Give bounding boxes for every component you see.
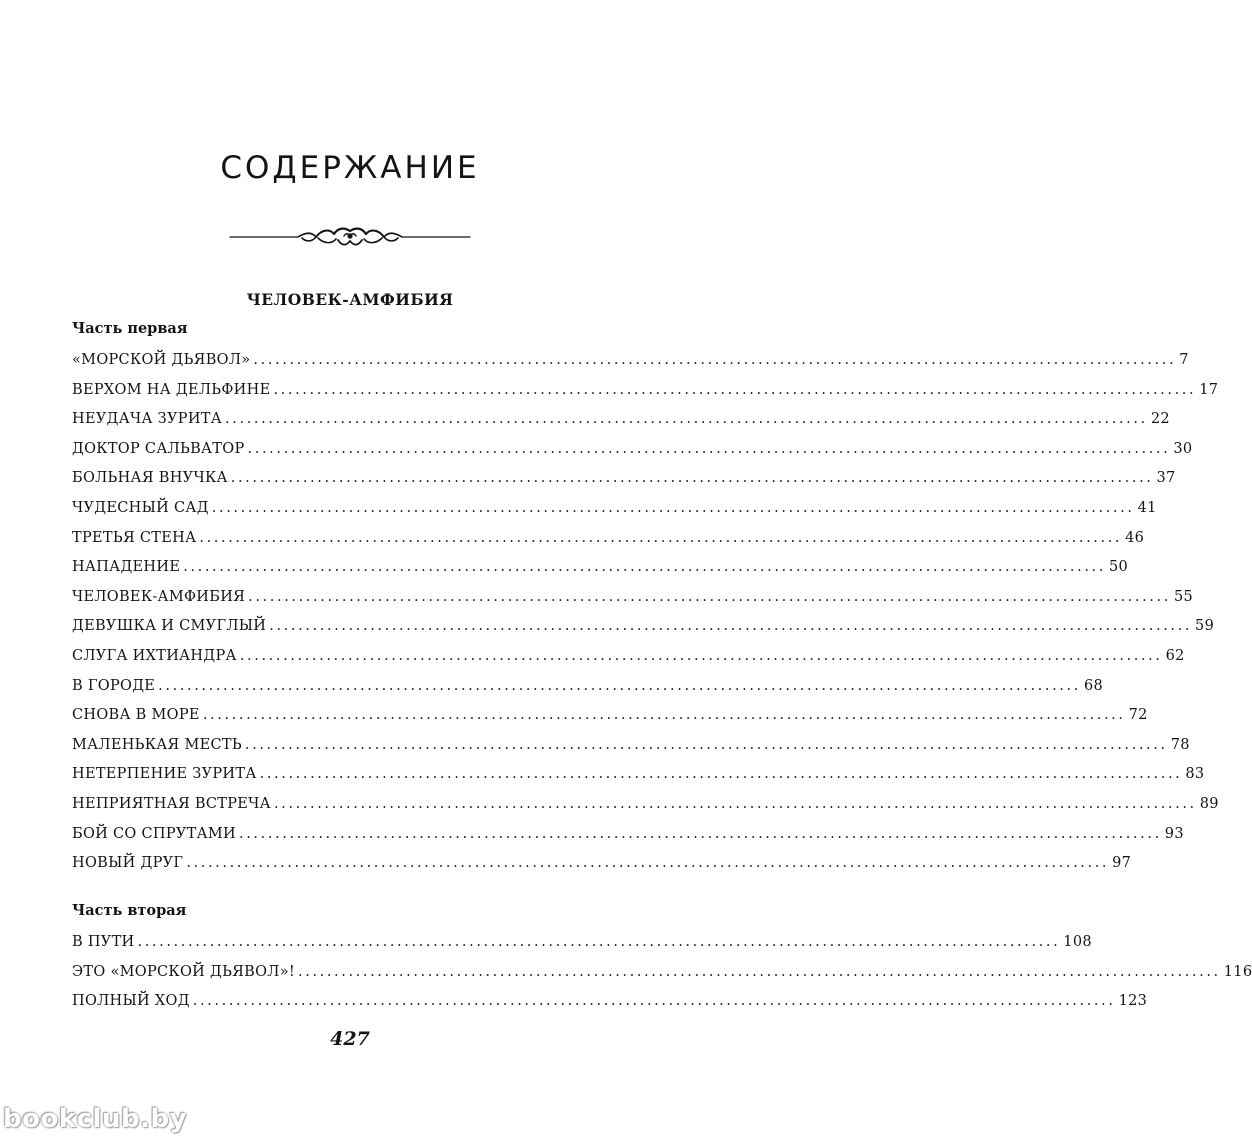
leader-dots: ................................................................................................................................ [247, 441, 1171, 457]
toc-entry-title: МАЛЕНЬКАЯ МЕСТЬ [72, 737, 242, 753]
toc-entry [72, 530, 1145, 554]
toc-entry [72, 993, 1148, 1017]
toc-entry [72, 500, 1157, 524]
toc-entry-title: ЧЕЛОВЕК-АМФИБИЯ [72, 589, 246, 605]
toc-entry-title: «МОРСКОЙ ДЬЯВОЛ» [72, 352, 251, 368]
toc-entry [72, 382, 1219, 406]
toc-entry [72, 441, 1193, 465]
toc-entry [72, 352, 1189, 376]
toc-entry [72, 470, 1176, 494]
toc-entry [72, 796, 1219, 820]
toc-entry-title: ДЕВУШКА И СМУГЛЫЙ [72, 618, 267, 634]
contents-heading: СОДЕРЖАНИЕ [220, 150, 480, 186]
leader-dots: ................................................................................................................................ [273, 382, 1197, 398]
leader-dots: ................................................................................................................................ [253, 352, 1177, 368]
leader-dots: ................................................................................................................................ [186, 855, 1110, 871]
toc-entry-page: 62 [1165, 648, 1185, 664]
toc-entry-title: БОЙ СО СПРУТАМИ [72, 826, 237, 842]
toc-entry [72, 678, 1104, 702]
part-two-label: Часть вторая [72, 902, 187, 919]
toc-entry [72, 737, 1190, 761]
toc-entry-page: 89 [1199, 796, 1219, 812]
toc-entry [72, 826, 1184, 850]
leader-dots: ................................................................................................................................ [239, 648, 1163, 664]
toc-entry-title: НЕУДАЧА ЗУРИТА [72, 411, 223, 427]
toc-entry-title: ВЕРХОМ НА ДЕЛЬФИНЕ [72, 382, 271, 398]
leader-dots: ................................................................................................................................ [259, 766, 1183, 782]
leader-dots: ................................................................................................................................ [158, 678, 1081, 694]
toc-entry-title: СНОВА В МОРЕ [72, 707, 200, 723]
toc-entry-page: 55 [1173, 589, 1194, 605]
toc-entry-page: 30 [1173, 441, 1193, 457]
toc-entry-page: 59 [1195, 618, 1215, 634]
page-number: 427 [330, 1028, 370, 1050]
leader-dots: ................................................................................................................................ [211, 500, 1135, 516]
toc-entry-page: 50 [1108, 559, 1129, 575]
toc-entry [72, 648, 1185, 672]
toc-entry-title: НАПАДЕНИЕ [72, 559, 181, 575]
leader-dots: ................................................................................................................................ [273, 796, 1197, 812]
toc-entry-page: 41 [1137, 500, 1157, 516]
toc-entry-title: В ГОРОДЕ [72, 678, 156, 694]
toc-entry [72, 707, 1148, 731]
toc-entry-page: 72 [1128, 707, 1148, 723]
toc-entry-page: 108 [1063, 934, 1092, 950]
leader-dots: ................................................................................................................................ [199, 530, 1123, 546]
toc-entry-page: 46 [1125, 530, 1145, 546]
toc-entry-page: 17 [1199, 382, 1219, 398]
toc-entry-title: ЧУДЕСНЫЙ САД [72, 500, 209, 516]
leader-dots: ................................................................................................................................ [244, 737, 1168, 753]
toc-entry-page: 97 [1112, 855, 1132, 871]
leader-dots: ................................................................................................................................ [269, 618, 1193, 634]
toc-entry-page: 68 [1083, 678, 1104, 694]
leader-dots: ................................................................................................................................ [137, 934, 1061, 950]
toc-entry-page: 78 [1170, 737, 1190, 753]
toc-entry [72, 766, 1205, 790]
toc-entry-page: 37 [1156, 470, 1176, 486]
toc-entry [72, 618, 1215, 642]
toc-entry-title: ТРЕТЬЯ СТЕНА [72, 530, 197, 546]
flourish-divider-icon [228, 222, 472, 252]
book-title: ЧЕЛОВЕК-АМФИБИЯ [246, 290, 454, 309]
toc-entry [72, 559, 1129, 583]
toc-entry-page: 93 [1164, 826, 1184, 842]
toc-entry [72, 964, 1252, 988]
leader-dots: ................................................................................................................................ [183, 559, 1106, 575]
leader-dots: ................................................................................................................................ [225, 411, 1148, 427]
toc-entry-page: 7 [1179, 352, 1189, 368]
toc-entry-title: ДОКТОР САЛЬВАТОР [72, 441, 245, 457]
leader-dots: ................................................................................................................................ [248, 589, 1171, 605]
site-watermark: bookclub.by [3, 1104, 188, 1134]
toc-entry-title: ЭТО «МОРСКОЙ ДЬЯВОЛ»! [72, 964, 295, 980]
toc-entry [72, 934, 1092, 958]
leader-dots: ................................................................................................................................ [239, 826, 1162, 842]
leader-dots: ................................................................................................................................ [192, 993, 1116, 1009]
toc-entry-page: 83 [1185, 766, 1205, 782]
toc-entry [72, 411, 1170, 435]
toc-entry [72, 855, 1132, 879]
toc-entry-page: 22 [1150, 411, 1170, 427]
toc-entry-title: НЕПРИЯТНАЯ ВСТРЕЧА [72, 796, 271, 812]
toc-entry-title: БОЛЬНАЯ ВНУЧКА [72, 470, 228, 486]
part-one-label: Часть первая [72, 320, 188, 337]
toc-entry-title: НЕТЕРПЕНИЕ ЗУРИТА [72, 766, 257, 782]
toc-entry-title: СЛУГА ИХТИАНДРА [72, 648, 237, 664]
toc-entry-page: 116 [1223, 964, 1252, 980]
toc-entry-title: ПОЛНЫЙ ХОД [72, 993, 190, 1009]
leader-dots: ................................................................................................................................ [202, 707, 1126, 723]
toc-entry-page: 123 [1118, 993, 1148, 1009]
toc-entry-title: В ПУТИ [72, 934, 135, 950]
toc-entry-title: НОВЫЙ ДРУГ [72, 855, 184, 871]
toc-entry [72, 589, 1194, 613]
leader-dots: ................................................................................................................................ [298, 964, 1221, 980]
leader-dots: ................................................................................................................................ [230, 470, 1154, 486]
